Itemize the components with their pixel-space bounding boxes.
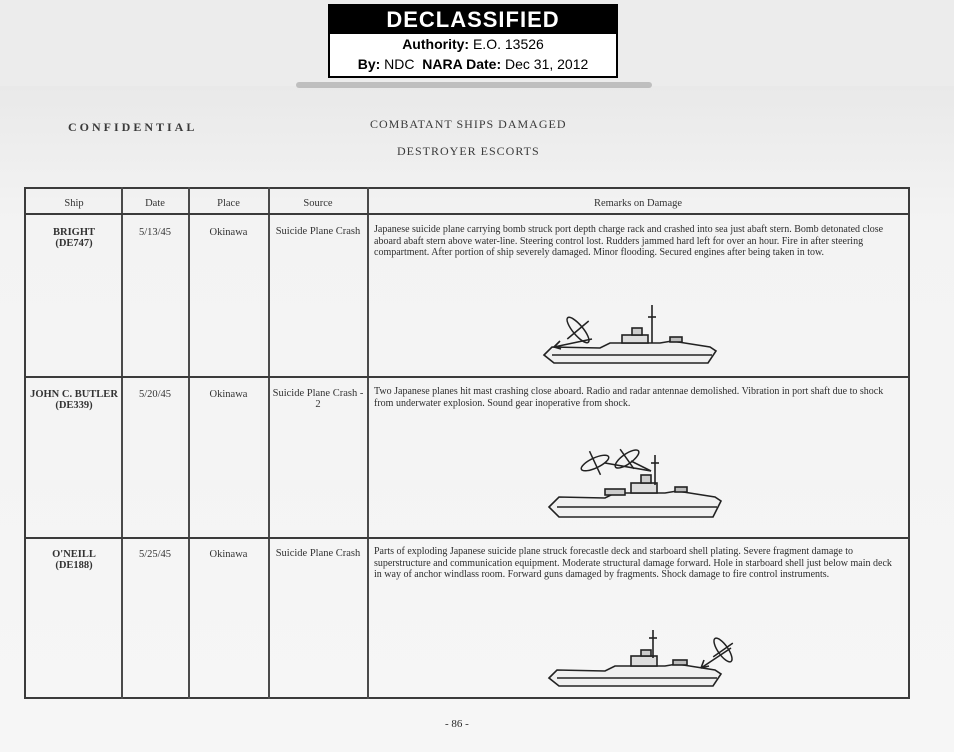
table-row-3-date: 5/25/45 xyxy=(138,549,172,560)
column-divider xyxy=(188,187,190,699)
ship-damage-diagram-1 xyxy=(540,305,725,370)
header-divider xyxy=(24,213,910,215)
column-divider xyxy=(121,187,123,699)
ship-damage-diagram-3 xyxy=(545,628,745,698)
table-row-2-date: 5/20/45 xyxy=(138,389,172,400)
table-row-2-source: Suicide Plane Crash - 2 xyxy=(272,388,364,410)
row-divider xyxy=(24,537,910,539)
table-row-2-remarks: Two Japanese planes hit mast crashing close aboard. Radio and radar antennae demolished. Vibration in port shaft due to shock from underwater explosion. Sound gear inoperative from shock. xyxy=(374,386,884,409)
table-row-3-place: Okinawa xyxy=(209,549,248,560)
column-header-remarks: Remarks on Damage xyxy=(593,198,683,209)
damage-table xyxy=(24,187,910,699)
page-subtitle: DESTROYER ESCORTS xyxy=(397,144,540,158)
column-header-date: Date xyxy=(145,198,165,209)
table-row-3-remarks: Parts of exploding Japanese suicide plane struck forecastle deck and starboard shell plating. Severe fragment damage to superstructure and communication equipment. Moderate structural damage forward. Hole in starboard shell just below main deck in way of anchor windlass room. Forward guns damaged by fragments. Shock damage to fire control instruments. xyxy=(374,546,892,580)
stamp-shadow xyxy=(296,82,652,88)
table-row-3-source: Suicide Plane Crash xyxy=(275,548,361,559)
declassified-stamp xyxy=(328,4,618,78)
table-row-3-ship: O'NEILL (DE188) xyxy=(52,549,96,571)
page-title: COMBATANT SHIPS DAMAGED xyxy=(370,117,567,131)
table-row-1-source: Suicide Plane Crash xyxy=(275,226,361,237)
column-header-ship: Ship xyxy=(64,198,84,209)
ship-damage-diagram-2 xyxy=(545,445,730,525)
column-header-source: Source xyxy=(303,198,333,209)
table-row-2-place: Okinawa xyxy=(209,389,248,400)
stamp-title: DECLASSIFIED xyxy=(330,6,616,34)
row-divider xyxy=(24,376,910,378)
table-row-1-date: 5/13/45 xyxy=(138,227,172,238)
stamp-by-date: By: NDC NARA Date: Dec 31, 2012 xyxy=(357,56,589,72)
column-divider xyxy=(367,187,369,699)
table-row-1-remarks: Japanese suicide plane carrying bomb struck port depth charge rack and crashed into sea just abaft stern. Bomb detonated close aboard abaft stern above water-line. Steering control lost. Rudders jammed hard left for over an hour. Fire in after steering compartment. After portion of ship severely damaged. Minor flooding. Secured engines after being taken in tow. xyxy=(374,224,884,258)
page-number: - 86 - xyxy=(445,718,469,730)
table-row-1-ship: BRIGHT (DE747) xyxy=(52,227,95,249)
table-row-2-ship: JOHN C. BUTLER (DE339) xyxy=(30,389,118,411)
column-divider xyxy=(268,187,270,699)
stamp-authority: Authority: E.O. 13526 xyxy=(402,36,544,52)
table-row-1-place: Okinawa xyxy=(209,227,248,238)
column-header-place: Place xyxy=(217,198,240,209)
classification-label: CONFIDENTIAL xyxy=(68,120,198,134)
